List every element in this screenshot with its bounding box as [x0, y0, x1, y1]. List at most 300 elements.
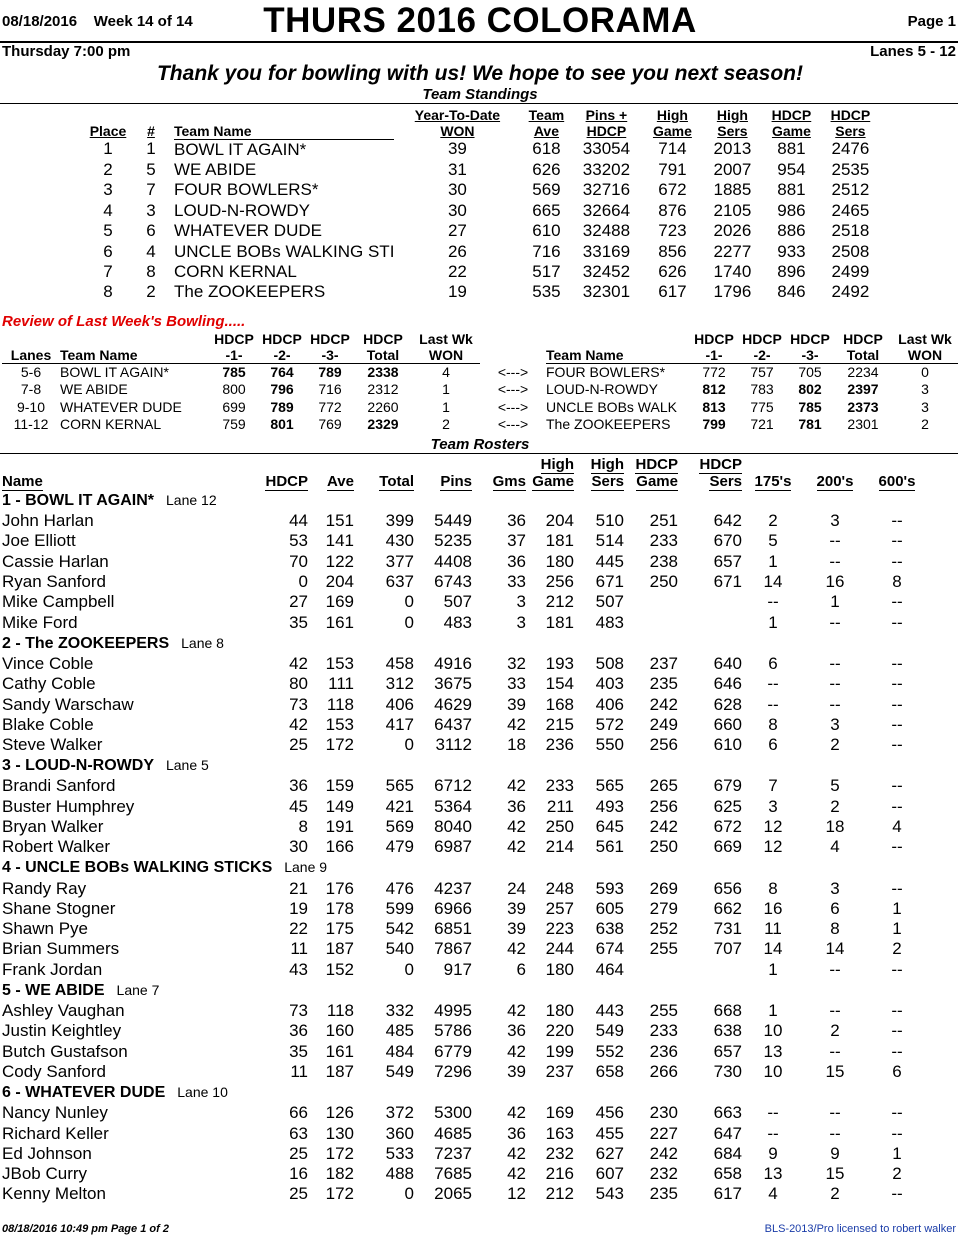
player-player-name: Cody Sanford	[2, 1061, 106, 1081]
player-count-175: 14	[763, 572, 783, 592]
player-hdcp: 66	[289, 1103, 308, 1123]
player-total: 485	[385, 1021, 414, 1041]
player-count-200: 15	[825, 1061, 845, 1081]
player-player-name: Butch Gustafson	[2, 1041, 128, 1061]
player-count-600: --	[891, 1021, 903, 1041]
player-player-name: Cathy Coble	[2, 674, 96, 694]
player-hdcp-sers: 730	[713, 1061, 742, 1081]
player-gms: 42	[507, 1143, 526, 1163]
review-table	[2, 331, 958, 433]
player-count-200: 16	[825, 572, 845, 592]
col-high-sers: High Sers	[590, 456, 624, 490]
player-high-sers: 552	[595, 1041, 624, 1061]
col-hdcp-sers: HDCP Sers	[699, 456, 742, 490]
player-hdcp: 43	[289, 959, 308, 979]
player-hdcp-game: 256	[649, 796, 678, 816]
standings-team-ave: 569	[532, 180, 561, 200]
thank-you-message: Thank you for bowling with us! We hope to see you next season!	[156, 62, 803, 85]
player-count-600: --	[891, 531, 903, 551]
player-gms: 42	[507, 817, 526, 836]
player-hdcp-game: 279	[649, 898, 678, 918]
player-player-name: Mike Campbell	[2, 592, 115, 612]
player-row	[2, 1184, 928, 1204]
player-hdcp-game	[624, 612, 678, 632]
player-hdcp: 42	[289, 714, 308, 734]
player-total: 533	[385, 1143, 414, 1163]
player-hdcp: 80	[289, 674, 308, 694]
team-lane: Lane 5	[165, 757, 209, 774]
standings-team-num: 6	[146, 221, 156, 241]
player-high-sers: 627	[595, 1143, 624, 1163]
player-high-game: 216	[545, 1164, 574, 1184]
player-hdcp-sers: 657	[713, 551, 742, 571]
player-high-game: 181	[545, 531, 574, 551]
player-hdcp-sers: 646	[713, 674, 742, 694]
player-ave: 187	[325, 1061, 354, 1081]
player-high-game: 236	[545, 735, 574, 755]
player-hdcp-sers	[678, 592, 742, 612]
player-high-sers: 565	[595, 776, 624, 796]
standings-place: 4	[103, 200, 113, 220]
standings-high-game: 714	[658, 139, 687, 159]
player-count-200: --	[829, 653, 841, 673]
player-gms: 39	[507, 1061, 526, 1081]
player-count-200: --	[829, 612, 841, 632]
player-hdcp-game: 237	[649, 653, 678, 673]
player-row	[2, 735, 928, 755]
player-high-sers: 514	[595, 531, 624, 551]
player-hdcp-sers: 671	[713, 572, 742, 592]
player-player-name: Justin Keightley	[2, 1021, 122, 1041]
versus-arrow: <--->	[497, 363, 529, 380]
col-team-name-b: Team Name	[546, 331, 690, 364]
player-hdcp-sers	[678, 612, 742, 632]
review-title: Review of Last Week's Bowling.....	[2, 313, 246, 330]
player-count-175: 11	[764, 919, 782, 939]
player-player-name: JBob Curry	[2, 1164, 88, 1184]
player-count-600: --	[891, 796, 903, 816]
player-hdcp-game: 265	[649, 776, 678, 796]
player-hdcp: 21	[289, 878, 308, 898]
player-row	[2, 511, 928, 531]
team-lane: Lane 8	[181, 634, 224, 651]
player-total: 479	[385, 837, 414, 857]
standings-row	[88, 221, 878, 241]
col-team-ave: Team Ave	[528, 107, 565, 139]
player-player-name: Kenny Melton	[2, 1184, 106, 1204]
review-a-game-2: 801	[270, 416, 294, 433]
team-lane: Lane 12	[166, 492, 217, 508]
standings-title: Team Standings	[422, 86, 538, 103]
player-high-sers: 445	[595, 551, 624, 571]
player-hdcp-sers: 657	[713, 1041, 742, 1061]
standings-high-game: 617	[658, 282, 687, 302]
player-count-200: --	[829, 1001, 841, 1021]
player-ave: 151	[325, 511, 354, 531]
player-total: 417	[385, 714, 414, 734]
week-label: Week 14 of 14	[93, 13, 193, 30]
review-team-b: UNCLE BOBs WALK	[546, 398, 677, 415]
player-count-175: 13	[763, 1041, 783, 1061]
review-b-total: 2234	[847, 364, 879, 381]
player-total: 312	[385, 674, 414, 694]
standings-team-name: BOWL IT AGAIN*	[174, 139, 307, 159]
player-count-600: --	[891, 1184, 903, 1204]
review-a-total: 2338	[367, 364, 399, 381]
standings-won: 39	[447, 139, 467, 159]
standings-high-sers: 1796	[713, 282, 752, 302]
player-high-sers: 443	[595, 1001, 624, 1021]
player-hdcp-sers: 628	[713, 694, 742, 714]
player-hdcp-game: 233	[649, 531, 678, 551]
player-row	[2, 837, 928, 857]
player-total: 637	[385, 572, 414, 592]
standings-pins-hdcp: 32716	[582, 180, 631, 200]
player-player-name: Sandy Warschaw	[2, 694, 134, 714]
review-team-a: BOWL IT AGAIN*	[60, 364, 169, 381]
team-title: 6 - WHATEVER DUDE	[2, 1084, 166, 1102]
player-player-name: John Harlan	[2, 511, 94, 531]
standings-high-sers: 2277	[713, 241, 752, 261]
player-hdcp: 73	[289, 1001, 308, 1021]
player-gms: 36	[507, 511, 526, 531]
review-lanes: 11-12	[13, 416, 49, 433]
standings-won: 30	[447, 200, 467, 220]
player-hdcp-sers: 610	[713, 735, 742, 755]
license-footer: BLS-2013/Pro licensed to robert walker	[764, 1223, 956, 1235]
player-count-200: --	[829, 1123, 841, 1143]
player-hdcp-sers: 670	[713, 531, 742, 551]
player-ave: 141	[325, 531, 354, 551]
player-row	[2, 878, 928, 898]
player-count-175: 1	[768, 551, 778, 571]
player-count-175: 8	[768, 878, 778, 898]
player-count-175: 1	[768, 612, 778, 632]
player-gms: 37	[507, 531, 526, 551]
player-row	[2, 531, 928, 551]
player-count-175: 14	[763, 939, 783, 959]
player-high-game: 169	[545, 1103, 574, 1123]
player-pins: 6743	[434, 572, 472, 592]
col-hdcp: HDCP	[265, 473, 308, 490]
player-hdcp: 53	[289, 531, 308, 551]
player-gms: 36	[507, 1021, 526, 1041]
review-a-game-2: 764	[270, 364, 294, 381]
player-count-600: --	[891, 551, 903, 571]
col-hdcp-sers: HDCP Sers	[830, 107, 871, 139]
player-ave: 149	[325, 796, 354, 816]
player-gms: 36	[507, 796, 526, 816]
col-hdcp-game: HDCP Game	[771, 107, 812, 139]
standings-row	[88, 201, 878, 221]
col-total: Total	[379, 473, 414, 490]
player-high-sers: 645	[595, 817, 624, 836]
standings-hdcp-sers: 2465	[831, 200, 870, 220]
player-hdcp: 35	[289, 612, 308, 632]
day-time: Thursday 7:00 pm	[2, 43, 131, 60]
player-high-sers: 638	[595, 919, 624, 939]
player-hdcp-sers: 658	[713, 1164, 742, 1184]
player-count-600: --	[891, 674, 903, 694]
standings-high-sers: 1740	[713, 262, 752, 282]
standings-hdcp-sers: 2476	[831, 139, 870, 159]
standings-team-num: 7	[146, 180, 156, 200]
player-hdcp-sers: 660	[713, 714, 742, 734]
league-title: THURS 2016 COLORAMA	[263, 1, 697, 40]
standings-row	[88, 282, 878, 302]
player-high-game: 180	[545, 551, 574, 571]
player-count-175: 7	[768, 776, 778, 796]
team-heading-row	[2, 857, 928, 878]
player-ave: 182	[325, 1164, 354, 1184]
player-hdcp-sers: 668	[713, 1001, 742, 1021]
player-count-200: --	[829, 674, 841, 694]
player-row	[2, 694, 928, 714]
review-b-game-1: 772	[702, 364, 726, 381]
player-pins: 6437	[434, 714, 472, 734]
review-b-total: 2373	[847, 398, 879, 415]
standings-team-num: 8	[146, 262, 156, 282]
player-ave: 152	[325, 959, 354, 979]
player-pins: 6712	[434, 776, 472, 796]
player-count-600: --	[891, 735, 903, 755]
review-team-a: WHATEVER DUDE	[60, 398, 182, 415]
player-hdcp-game: 255	[649, 1001, 678, 1021]
col-team-name: Team Name	[174, 107, 394, 139]
review-a-won: 1	[442, 398, 450, 415]
player-high-sers: 464	[595, 959, 624, 979]
player-count-600: 8	[892, 572, 902, 592]
player-pins: 4995	[434, 1001, 472, 1021]
player-count-175: --	[767, 1123, 779, 1143]
player-row	[2, 1001, 928, 1021]
standings-team-name: WHATEVER DUDE	[174, 221, 322, 241]
page-number: Page 1	[907, 13, 956, 30]
player-ave: 153	[325, 714, 354, 734]
player-hdcp-sers: 731	[713, 919, 742, 939]
standings-hdcp-game: 896	[777, 262, 806, 282]
player-total: 565	[385, 776, 414, 796]
player-gms: 3	[516, 612, 526, 632]
player-hdcp-game: 269	[649, 878, 678, 898]
player-count-600: 6	[892, 1061, 902, 1081]
player-ave: 122	[325, 551, 354, 571]
review-b-game-2: 783	[750, 381, 774, 398]
player-count-600: --	[891, 959, 903, 979]
standings-row	[88, 241, 878, 261]
review-lanes: 9-10	[16, 398, 46, 415]
player-row	[2, 592, 928, 612]
team-title: 3 - LOUD-N-ROWDY	[2, 757, 154, 775]
player-count-200: --	[829, 959, 841, 979]
review-a-game-1: 800	[222, 381, 246, 398]
player-row	[2, 715, 928, 735]
player-count-200: 4	[830, 837, 840, 857]
review-a-total: 2260	[367, 398, 399, 415]
player-count-600: --	[891, 694, 903, 714]
standings-team-ave: 716	[532, 241, 561, 261]
player-high-game: 215	[545, 714, 574, 734]
standings-high-game: 856	[658, 241, 687, 261]
player-high-sers: 403	[595, 674, 624, 694]
col-pins: Pins	[440, 473, 472, 490]
player-ave: 176	[325, 878, 354, 898]
review-b-game-3: 781	[798, 416, 822, 433]
player-hdcp-game: 235	[649, 1184, 678, 1204]
player-hdcp: 36	[289, 1021, 308, 1041]
player-pins: 5235	[434, 531, 472, 551]
player-pins: 917	[443, 959, 472, 979]
player-player-name: Bryan Walker	[2, 817, 104, 836]
player-ave: 187	[325, 939, 354, 959]
player-total: 549	[385, 1061, 414, 1081]
player-player-name: Buster Humphrey	[2, 796, 135, 816]
player-player-name: Richard Keller	[2, 1123, 109, 1143]
rosters-header-row	[2, 456, 928, 490]
team-lane: Lane 7	[116, 981, 160, 998]
player-pins: 7867	[434, 939, 472, 959]
player-player-name: Nancy Nunley	[2, 1103, 108, 1123]
player-pins: 4916	[434, 653, 472, 673]
player-count-200: 15	[825, 1164, 845, 1184]
player-total: 488	[385, 1164, 414, 1184]
player-count-600: 1	[892, 1143, 902, 1163]
review-team-b: FOUR BOWLERS*	[546, 364, 666, 381]
col-high-sers: High Sers	[716, 107, 748, 139]
rosters-rule	[0, 453, 958, 454]
player-gms: 42	[507, 837, 526, 857]
player-player-name: Brian Summers	[2, 939, 120, 959]
player-row	[2, 1103, 928, 1123]
player-total: 476	[385, 878, 414, 898]
player-high-game: 250	[545, 817, 574, 836]
player-high-sers: 507	[595, 592, 624, 612]
player-hdcp-game: 242	[649, 1143, 678, 1163]
player-pins: 7237	[434, 1143, 472, 1163]
player-high-sers: 493	[595, 796, 624, 816]
player-gms: 42	[507, 1041, 526, 1061]
player-hdcp: 16	[289, 1164, 308, 1184]
review-b-game-3: 802	[798, 381, 822, 398]
player-hdcp-game: 230	[649, 1103, 678, 1123]
review-b-game-1: 799	[702, 416, 726, 433]
player-pins: 3112	[435, 735, 472, 755]
standings-team-name: CORN KERNAL	[174, 262, 297, 282]
player-high-sers: 572	[595, 714, 624, 734]
player-count-200: --	[829, 1041, 841, 1061]
player-count-175: 16	[763, 898, 783, 918]
review-a-game-2: 789	[270, 398, 294, 415]
standings-place: 6	[103, 241, 113, 261]
standings-team-ave: 618	[532, 139, 561, 159]
player-total: 372	[385, 1103, 414, 1123]
player-gms: 42	[507, 1001, 526, 1021]
standings-hdcp-sers: 2535	[831, 160, 870, 180]
team-heading	[2, 633, 928, 654]
player-pins: 4685	[434, 1123, 472, 1143]
player-count-200: 2	[830, 796, 840, 816]
player-ave: 160	[325, 1021, 354, 1041]
standings-high-game: 876	[658, 200, 687, 220]
player-count-200: 8	[830, 919, 840, 939]
player-hdcp-game: 250	[649, 572, 678, 592]
standings-hdcp-sers: 2512	[831, 180, 870, 200]
standings-team-ave: 517	[532, 262, 561, 282]
col-high-game: High Game	[652, 107, 692, 139]
player-count-175: 13	[763, 1164, 783, 1184]
player-pins: 5364	[434, 796, 472, 816]
col-lanes: Lanes	[2, 331, 60, 364]
standings-pins-hdcp: 33202	[582, 160, 631, 180]
review-b-won: 3	[921, 398, 929, 415]
print-footer: 08/18/2016 10:49 pm Page 1 of 2	[2, 1223, 169, 1235]
player-gms: 3	[516, 592, 526, 612]
player-ave: 159	[325, 776, 354, 796]
player-row	[2, 1144, 928, 1164]
review-b-total: 2301	[847, 416, 879, 433]
standings-pins-hdcp: 33169	[582, 241, 631, 261]
standings-rule	[0, 103, 958, 104]
review-a-game-3: 769	[318, 416, 342, 433]
col-175s: 175's	[754, 473, 792, 490]
col-g3-a: HDCP -3-	[306, 331, 354, 364]
standings-place: 1	[103, 139, 113, 159]
player-pins: 507	[443, 592, 472, 612]
standings-team-num: 2	[146, 282, 156, 302]
col-g2-a: HDCP -2-	[258, 331, 306, 364]
player-gms: 42	[507, 939, 526, 959]
standings-place: 7	[103, 262, 113, 282]
player-count-200: 6	[830, 898, 840, 918]
player-high-game: 214	[545, 837, 574, 857]
player-total: 458	[385, 653, 414, 673]
team-lane: Lane 9	[284, 859, 328, 876]
player-ave: 161	[325, 1041, 354, 1061]
player-gms: 42	[507, 714, 526, 734]
player-ave: 178	[325, 898, 354, 918]
player-hdcp-sers: 625	[713, 796, 742, 816]
player-gms: 42	[507, 1103, 526, 1123]
review-a-game-2: 796	[270, 381, 294, 398]
standings-row	[88, 160, 878, 180]
player-gms: 42	[507, 1164, 526, 1184]
standings-hdcp-sers: 2518	[831, 221, 870, 241]
player-high-sers: 674	[595, 939, 624, 959]
report-date: 08/18/2016	[2, 13, 78, 30]
review-a-game-1: 699	[222, 398, 246, 415]
player-player-name: Joe Elliott	[2, 531, 76, 551]
player-hdcp-sers: 647	[713, 1123, 742, 1143]
player-row	[2, 776, 928, 796]
player-hdcp: 63	[289, 1123, 308, 1143]
player-gms: 24	[507, 878, 526, 898]
player-row	[2, 960, 928, 980]
player-gms: 36	[507, 551, 526, 571]
player-gms: 39	[507, 919, 526, 939]
player-high-game: 248	[545, 878, 574, 898]
review-row	[2, 399, 958, 416]
player-total: 377	[385, 551, 414, 571]
player-gms: 6	[516, 959, 526, 979]
player-count-175: 6	[768, 653, 778, 673]
player-count-600: --	[891, 1001, 903, 1021]
player-high-game: 232	[545, 1143, 574, 1163]
player-count-600: --	[891, 878, 903, 898]
standings-high-sers: 2013	[713, 139, 752, 159]
player-pins: 7296	[434, 1061, 472, 1081]
col-hdcp-game: HDCP Game	[635, 456, 678, 490]
player-ave: 118	[326, 1001, 354, 1021]
